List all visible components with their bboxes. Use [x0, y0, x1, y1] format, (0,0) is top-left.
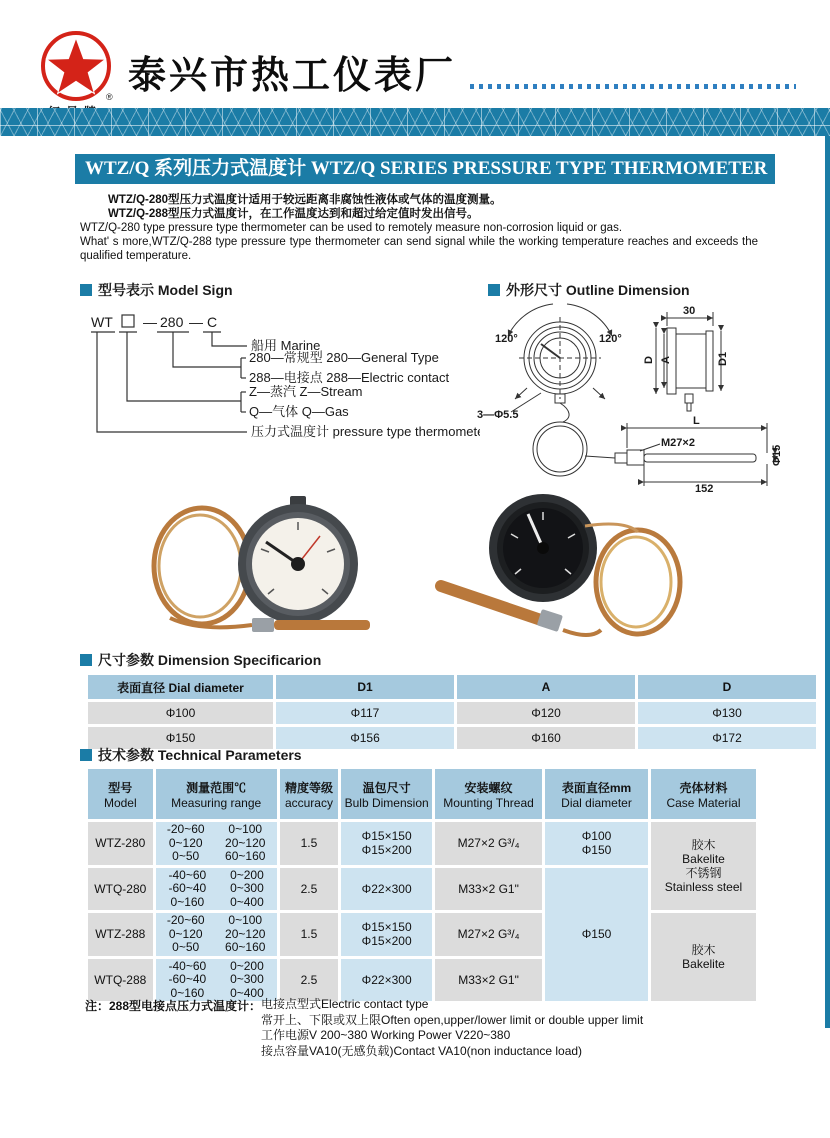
- range-cell: -20~60 0~120 0~50 0~100 20~120 60~160: [156, 822, 277, 865]
- intro-en-2: What' s more,WTZ/Q-288 type pressure type thermometer can send signal while the working temperature reaches and exceeds the qualified temperature.: [80, 236, 758, 262]
- model-cell: WTQ-288: [88, 959, 153, 1002]
- label-marine: 船用 Marine: [251, 338, 321, 353]
- footnote-label: 注：288型电接点压力式温度计：: [85, 999, 262, 1013]
- dim-a: A: [660, 356, 672, 364]
- page-title: WTZ/Q 系列压力式温度计 WTZ/Q SERIES PRESSURE TYPE THERMOMETER: [75, 154, 775, 184]
- dim-thread: M27×2: [661, 437, 695, 449]
- factory-name: 泰兴市热工仪表厂: [128, 55, 457, 97]
- intro-paragraphs: [80, 193, 758, 263]
- outline-heading: 外形尺寸 Outline Dimension: [488, 280, 690, 300]
- tech-col-case: 壳体材料 Case Material: [651, 769, 756, 819]
- label-general: 280—常规型 280—General Type: [249, 350, 439, 365]
- footnote-line: 电接点型式Electric contact type: [261, 997, 429, 1011]
- tech-col-dial: 表面直径mm Dial diameter: [545, 769, 648, 819]
- dim-table-heading: 尺寸参数 Dimension Specificarion: [80, 650, 321, 670]
- table-row: [88, 702, 816, 724]
- code-wt: WT: [91, 314, 113, 330]
- accuracy-cell: 1.5: [280, 822, 339, 865]
- model-sign-heading: 型号表示 Model Sign: [80, 280, 233, 300]
- model-sign-diagram: [85, 306, 480, 461]
- dim-30: 30: [683, 305, 696, 317]
- code-c: C: [207, 314, 218, 330]
- bulb-cell: Φ22×300: [341, 868, 432, 911]
- right-edge-strip: [825, 136, 830, 1028]
- model-cell: WTZ-280: [88, 822, 153, 865]
- accuracy-cell: 1.5: [280, 913, 339, 956]
- dim-cell: Φ117: [276, 702, 454, 724]
- footnote-line: 常开上、下限或双上限Often open,upper/lower limit or double upper limit: [261, 1012, 644, 1027]
- range-cell: -40~60 -60~40 0~160 0~200 0~300 0~400: [156, 959, 277, 1002]
- dim-d1: D1: [717, 351, 729, 366]
- dim-col-dial: 表面直径 Dial diameter: [88, 675, 273, 699]
- dim-d: D: [643, 356, 655, 364]
- footnote-line: 工作电源V 200~380 Working Power V220~380: [261, 1028, 511, 1042]
- dim-l: L: [693, 415, 700, 427]
- tech-table-heading: 技术参数 Technical Parameters: [80, 745, 302, 765]
- bulb-cell: Φ22×300: [341, 959, 432, 1002]
- intro-zh-1: WTZ/Q-280型压力式温度计适用于较远距离非腐蚀性液体或气体的温度测量。: [108, 194, 502, 206]
- case-cell-bottom: 胶木 Bakelite: [651, 913, 756, 1001]
- tech-col-accuracy: 精度等级 accuracy: [280, 769, 339, 819]
- table-row-wtz288: [88, 913, 756, 956]
- accuracy-cell: 2.5: [280, 959, 339, 1002]
- thread-cell: M27×2 G³/₄: [435, 822, 542, 865]
- label-stream: Z—蒸汽 Z—Stream: [249, 384, 363, 399]
- dim-120-left: 120°: [495, 333, 518, 345]
- product-photo-right: [425, 490, 705, 660]
- tech-col-bulb: 温包尺寸 Bulb Dimension: [341, 769, 432, 819]
- dial-cell: Φ100 Φ150: [545, 822, 648, 865]
- range-cell: -20~60 0~120 0~50 0~100 20~120 60~160: [156, 913, 277, 956]
- dim-15: Φ15: [771, 444, 783, 466]
- product-photo-left: [140, 490, 400, 660]
- dim-cell: Φ100: [88, 702, 273, 724]
- label-thermometer: 压力式温度计 pressure type thermometer: [251, 424, 480, 439]
- dimension-table: [85, 672, 819, 752]
- model-cell: WTQ-280: [88, 868, 153, 911]
- tech-table: [85, 766, 759, 1004]
- dim-col-d: D: [638, 675, 816, 699]
- dim-cell: Φ156: [276, 727, 454, 749]
- dim-cell: Φ172: [638, 727, 816, 749]
- dim-col-a: A: [457, 675, 635, 699]
- outline-drawing: [475, 298, 820, 499]
- dotted-rule: [470, 84, 796, 89]
- dial-cell-merged: Φ150: [545, 868, 648, 1002]
- intro-en-1: WTZ/Q-280 type pressure type thermometer can be used to remotely measure non-corrosion liquid or gas.: [80, 222, 623, 234]
- dim-152: 152: [695, 483, 714, 494]
- table-row-wtz280: [88, 822, 756, 865]
- bulb-cell: Φ15×150 Φ15×200: [341, 913, 432, 956]
- code-dash2: —: [189, 314, 203, 330]
- bulb-cell: Φ15×150 Φ15×200: [341, 822, 432, 865]
- tech-col-thread: 安装螺纹 Mounting Thread: [435, 769, 542, 819]
- range-cell: -40~60 -60~40 0~160 0~200 0~300 0~400: [156, 868, 277, 911]
- svg-text:®: ®: [106, 92, 113, 102]
- intro-zh-2: WTZ/Q-288型压力式温度计，在工作温度达到和超过给定值时发出信号。: [108, 208, 479, 220]
- section-bullet-icon: [80, 284, 92, 296]
- label-contact: 288—电接点 288—Electric contact: [249, 370, 450, 385]
- model-cell: WTZ-288: [88, 913, 153, 956]
- case-cell-top: 胶木 Bakelite 不锈钢 Stainless steel: [651, 822, 756, 910]
- thread-cell: M27×2 G³/₄: [435, 913, 542, 956]
- dim-col-d1: D1: [276, 675, 454, 699]
- accuracy-cell: 2.5: [280, 868, 339, 911]
- section-bullet-icon: [80, 654, 92, 666]
- dim-holes: 3—Φ5.5: [477, 409, 519, 421]
- footnote-line: 接点容量VA10(无感负载)Contact VA10(non inductance load): [261, 1043, 583, 1058]
- dim-cell: Φ130: [638, 702, 816, 724]
- tech-col-model: 型号 Model: [88, 769, 153, 819]
- thread-cell: M33×2 G1": [435, 868, 542, 911]
- decorative-band: [0, 108, 830, 136]
- red-star-logo-icon: [36, 28, 122, 120]
- code-280: 280: [160, 314, 184, 330]
- section-bullet-icon: [80, 749, 92, 761]
- dim-120-right: 120°: [599, 333, 622, 345]
- tech-col-range: 测量范围℃ Measuring range: [156, 769, 277, 819]
- thread-cell: M33×2 G1": [435, 959, 542, 1002]
- label-gas: Q—气体 Q—Gas: [249, 404, 349, 419]
- dim-cell: Φ160: [457, 727, 635, 749]
- section-bullet-icon: [488, 284, 500, 296]
- dim-cell: Φ120: [457, 702, 635, 724]
- footnote: [85, 997, 643, 1059]
- code-dash1: —: [143, 314, 157, 330]
- dim-cell: Φ150: [88, 727, 273, 749]
